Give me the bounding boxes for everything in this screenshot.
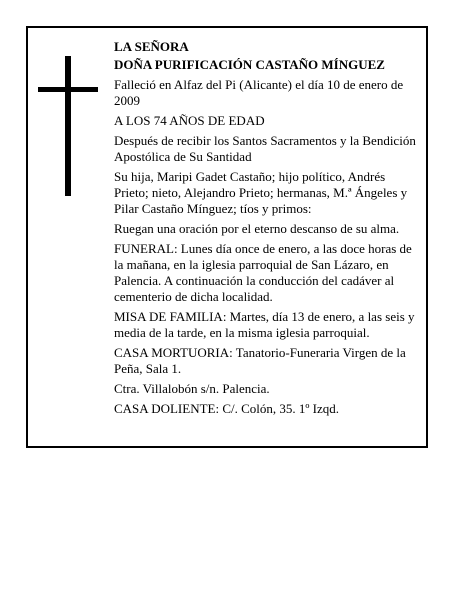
cross-icon [38,56,98,196]
cross-vertical-bar [65,56,71,196]
obituary-text [114,39,422,421]
mourning-house-details: CASA DOLIENTE: C/. Colón, 35. 1º Izqd. [114,401,340,416]
deceased-name: DOÑA PURIFICACIÓN CASTAÑO MÍNGUEZ [114,57,385,72]
age-statement: A LOS 74 AÑOS DE EDAD [114,113,265,128]
notice-title: LA SEÑORA [114,39,189,54]
mortuary-details: CASA MORTUORIA: Tanatorio-Funeraria Virgen de la Peña, Sala 1. [114,345,406,376]
family-mass-details: MISA DE FAMILIA: Martes, día 13 de enero, a las seis y media de la tarde, en la misma iglesia parroquial. [114,309,415,340]
mortuary-address: Ctra. Villalobón s/n. Palencia. [114,381,270,396]
cross-horizontal-bar [38,87,98,92]
family-list: Su hija, Maripi Gadet Castaño; hijo político, Andrés Prieto; nieto, Alejandro Prieto; hermanas, M.ª Ángeles y Pilar Castaño Mínguez; tíos y primos: [114,169,408,216]
prayer-request: Ruegan una oración por el eterno descanso de su alma. [114,221,400,236]
death-statement: Falleció en Alfaz del Pi (Alicante) el día 10 de enero de 2009 [114,77,404,108]
sacraments-statement: Después de recibir los Santos Sacramentos y la Bendición Apostólica de Su Santidad [114,133,416,164]
funeral-details: FUNERAL: Lunes día once de enero, a las doce horas de la mañana, en la iglesia parroquial de San Lázaro, en Palencia. A continuación la conducción del cadáver al cementerio de dicha localidad. [114,241,412,304]
